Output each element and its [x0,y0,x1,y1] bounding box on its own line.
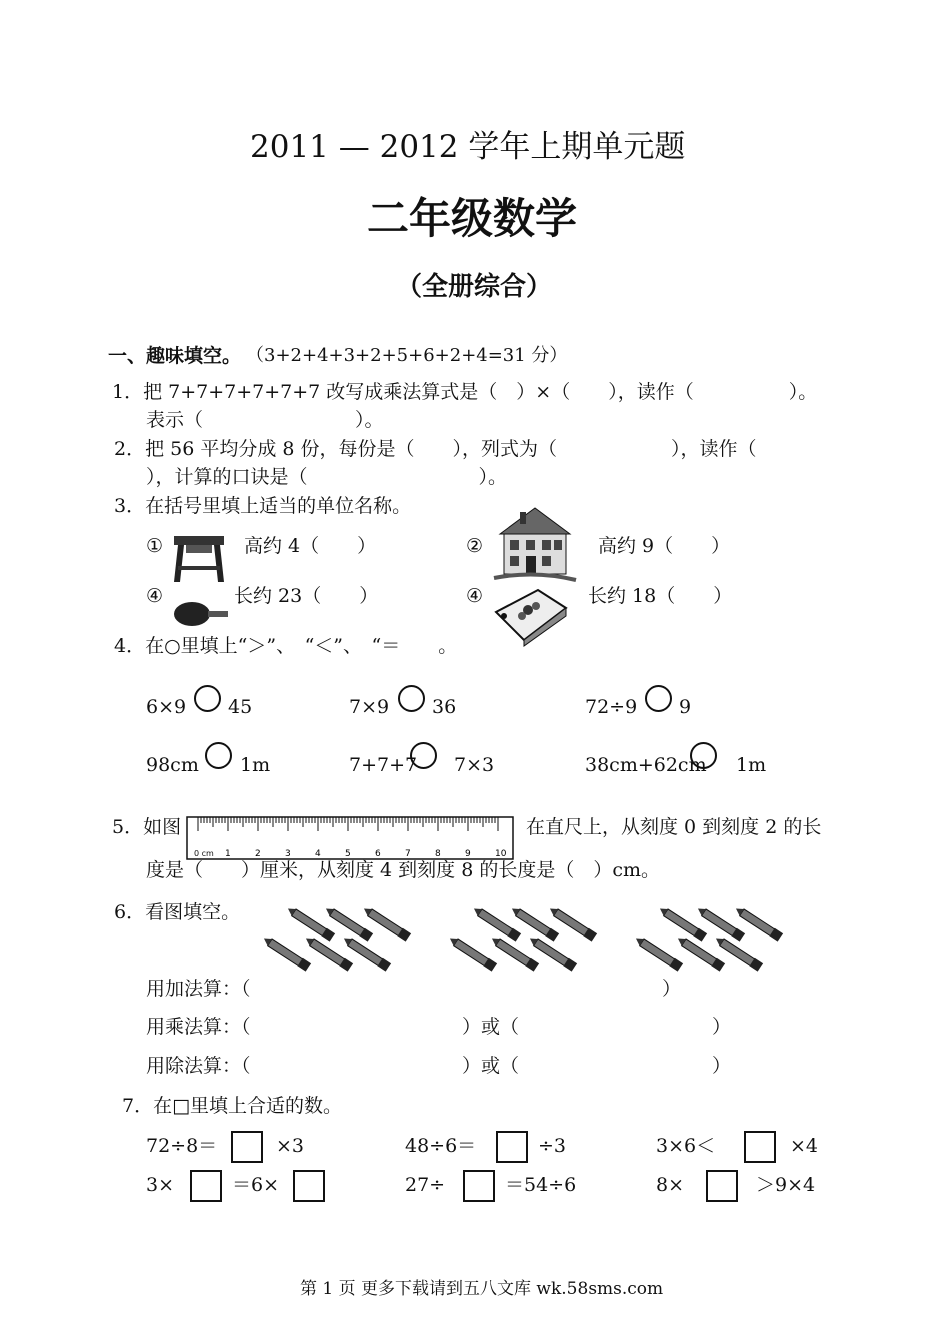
answer-box[interactable] [496,1131,528,1163]
ruler-number: 5 [345,849,351,859]
compare-circle[interactable] [194,685,221,712]
q6-stem: 6．看图填空。 [114,901,241,923]
ruler-number: 6 [375,849,381,859]
section-heading: 一、趣味填空。 [108,345,242,367]
q4-r1c2-left: 7×9 [349,696,390,718]
pencil-box-icon [490,586,570,646]
q1-line2: 表示（ ）。 [146,409,384,431]
compare-circle[interactable] [205,742,232,769]
stool-icon [170,532,228,584]
answer-box[interactable] [463,1170,495,1202]
pencil-groups-illustration [262,905,790,977]
q6-add-label: 用加法算：（ [146,978,251,1000]
q7-stem: 7．在□里填上合适的数。 [122,1095,343,1117]
q7-r1b-pre: 48÷6＝ [405,1135,477,1157]
q3-item-a-text: 高约 4（ ） [244,535,377,557]
page-footer: 第 1 页 更多下载请到五八文库 wk.58sms.com [300,1279,664,1299]
q4-r2c1-left: 98cm [146,754,199,776]
q7-r2a-pre: 3× [146,1174,175,1196]
q4-r1c3-right: 9 [679,696,692,718]
ruler-number: 9 [465,849,471,859]
q6-mul-label: 用乘法算：（ [146,1016,251,1038]
subject-title: 二年级数学 [367,194,578,243]
compare-circle[interactable] [690,742,717,769]
q7-r2b-post: ＝54÷6 [505,1174,577,1196]
q7-r1b-post: ÷3 [538,1135,567,1157]
section-points: （3+2+4+3+2+5+6+2+4=31 分） [246,345,568,366]
page-title: 2011 — 2012 学年上期单元题 [250,129,686,165]
ruler-number: 3 [285,849,291,859]
ruler-number: 7 [405,849,411,859]
q3-item-b-text: 高约 9（ ） [598,535,731,557]
q6-div-close: ） [712,1055,732,1077]
q6-add-close: ） [662,978,682,1000]
q3-item-b-num: ② [466,535,484,557]
ruler-number: 1 [225,849,231,859]
q7-r1a-pre: 72÷8＝ [146,1135,218,1157]
q6-div-mid: ）或（ [462,1055,520,1077]
q3-item-c-num: ④ [146,585,164,607]
q7-r2b-pre: 27÷ [405,1174,446,1196]
q5-lead: 5．如图 [112,816,182,838]
ruler-number: 2 [255,849,261,859]
q2-line1: 2．把 56 平均分成 8 份，每份是（ ），列式为（ ），读作（ [114,438,757,460]
q4-r1c1-left: 6×9 [146,696,187,718]
q4-r1c1-right: 45 [228,696,253,718]
q4-r2c1-right: 1m [240,754,271,776]
q7-r2a-mid: ＝6× [232,1174,280,1196]
ruler-number: 4 [315,849,321,859]
ruler-number: 8 [435,849,441,859]
q3-item-d-num: ④ [466,585,484,607]
subtitle: （全册综合） [396,272,553,302]
q6-mul-close: ） [712,1016,732,1038]
q7-r1c-post: ×4 [790,1135,819,1157]
answer-box[interactable] [744,1131,776,1163]
answer-box[interactable] [190,1170,222,1202]
ping-pong-paddle-icon [172,600,230,630]
pencil-icon [633,934,683,971]
q5-line2: 度是（ ）厘米，从刻度 4 到刻度 8 的长度是（ ）cm。 [146,859,660,881]
q4-stem: 4．在○里填上“＞”、 “＜”、 “＝ 。 [114,635,458,657]
q3-item-a-num: ① [146,535,164,557]
q4-r2c3-left: 38cm+62cm [585,754,707,776]
pencil-icon [261,934,311,971]
q3-item-d-text: 长约 18（ ） [588,585,733,607]
q4-r2c3-right: 1m [736,754,767,776]
q3-item-c-text: 长约 23（ ） [234,585,379,607]
ruler-unit-label: 0 cm [194,849,214,858]
ruler-number: 10 [495,849,507,859]
q4-r1c3-left: 72÷9 [585,696,638,718]
compare-circle[interactable] [398,685,425,712]
compare-circle[interactable] [410,742,437,769]
q7-r1a-post: ×3 [276,1135,305,1157]
answer-box[interactable] [231,1131,263,1163]
q4-r2c2-right: 7×3 [454,754,495,776]
q2-line2: ），计算的口诀是（ ）。 [146,466,508,488]
ruler [186,816,516,862]
pencil-icon [447,934,497,971]
q4-r1c2-right: 36 [432,696,457,718]
answer-box[interactable] [293,1170,325,1202]
q5-tail: 在直尺上，从刻度 0 到刻度 2 的长 [526,816,822,838]
q6-div-label: 用除法算：（ [146,1055,251,1077]
q1-line1: 1．把 7+7+7+7+7+7 改写成乘法算式是（ ）×（ ），读作（ ）。 [112,381,818,403]
house-icon [490,500,580,585]
q7-r2c-post: ＞9×4 [756,1174,816,1196]
q3-stem: 3．在括号里填上适当的单位名称。 [114,495,412,517]
q6-mul-mid: ）或（ [462,1016,520,1038]
answer-box[interactable] [706,1170,738,1202]
q4-r2c2-left: 7+7+7 [349,754,418,776]
q7-r1c-pre: 3×6＜ [656,1135,716,1157]
compare-circle[interactable] [645,685,672,712]
q7-r2c-pre: 8× [656,1174,685,1196]
